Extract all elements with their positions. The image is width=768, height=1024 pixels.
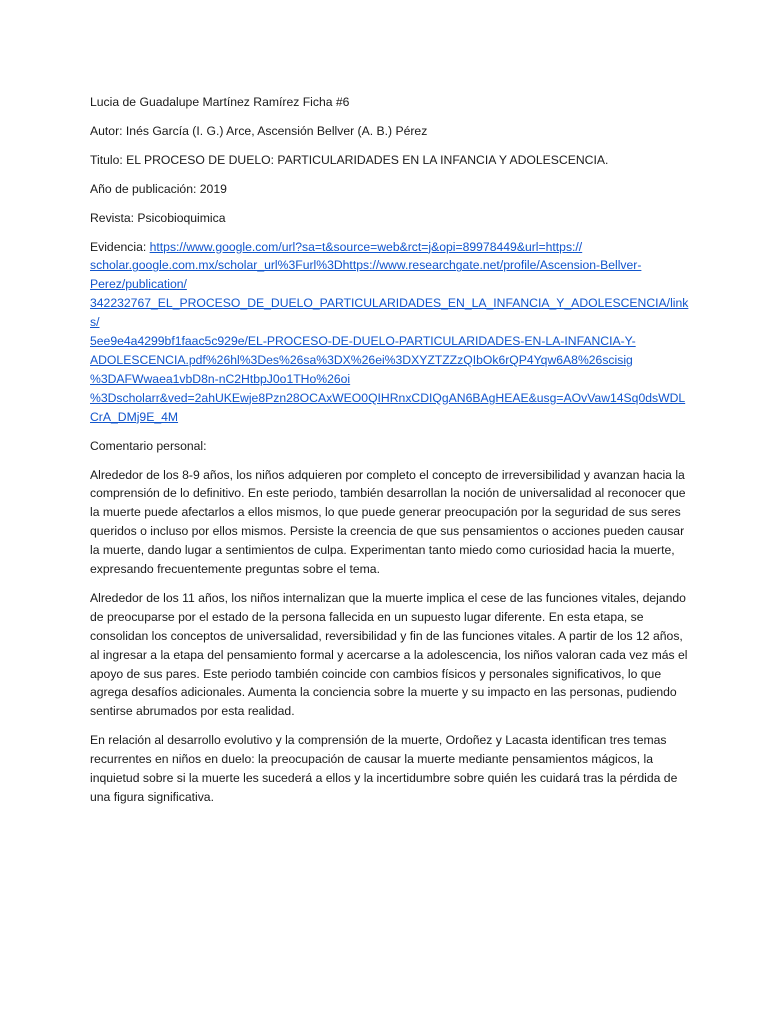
evidence-link-line: CrA_DMj9E_4M [90, 409, 179, 424]
evidence-label: Evidencia: [90, 239, 150, 254]
evidence-link-line: 5ee9e4a4299bf1faac5c929e/EL-PROCESO-DE-DUELO-PARTICULARIDADES-EN-LA-INFANCIA-Y- [90, 334, 636, 349]
author-line: Autor: Inés García (I. G.) Arce, Ascensión Bellver (A. B.) Pérez [90, 123, 428, 138]
evidence-link-line: ADOLESCENCIA.pdf%26hl%3Des%26sa%3DX%26ei%3DXYZTZZzQIbOk6rQP4Yqw6A8%26scisig [90, 352, 633, 367]
title-line: Titulo: EL PROCESO DE DUELO: PARTICULARIDADES EN LA INFANCIA Y ADOLESCENCIA. [90, 152, 609, 167]
evidence-link-line: https://www.google.com/url?sa=t&source=web&rct=j&opi=89978449&url=https:// [149, 239, 583, 254]
comment-heading: Comentario personal: [90, 438, 207, 453]
comment-paragraph: Alrededor de los 8-9 años, los niños adquieren por completo el concepto de irreversibilidad y avanzan hacia la comprensión de lo definitivo. En este periodo, también desarrollan la noción de universalidad al reconocer que la muerte puede afectarlos a ellos mismos, lo que puede generar preocupación por la seguridad de sus seres queridos o incluso por ellos mismos. Persiste la creencia de que sus pensamientos o acciones pueden causar la muerte, dando lugar a sentimientos de culpa. Experimentan tanto miedo como curiosidad hacia la muerte, expresando frecuentemente preguntas sobre el tema. [90, 467, 686, 577]
evidence-link-line: scholar.google.com.mx/scholar_url%3Furl%3Dhttps://www.researchgate.net/profile/Ascension-Bellver- [90, 258, 642, 273]
evidence-block [90, 238, 690, 427]
document-page [90, 93, 690, 817]
evidence-link-line: 342232767_EL_PROCESO_DE_DUELO_PARTICULARIDADES_EN_LA_INFANCIA_Y_ADOLESCENCIA/links/ [90, 296, 689, 330]
journal-line: Revista: Psicobioquimica [90, 210, 226, 225]
comment-paragraph: Alrededor de los 11 años, los niños internalizan que la muerte implica el cese de las funciones vitales, dejando de preocuparse por el estado de la persona fallecida en un supuesto lugar diferente. En esta etapa, se consolidan los conceptos de universalidad, reversibilidad y fin de las funciones vitales. A partir de los 12 años, al ingresar a la etapa del pensamiento formal y acercarse a la adolescencia, los niños valoran cada vez más el apoyo de sus pares. Este periodo también coincide con cambios físicos y personales significativos, lo que agrega desafíos adicionales. Aumenta la conciencia sobre la muerte y su impacto en las personas, pudiendo sentirse abrumados por esta realidad. [90, 590, 688, 719]
comment-paragraph: En relación al desarrollo evolutivo y la comprensión de la muerte, Ordoñez y Lacasta identifican tres temas recurrentes en niños en duelo: la preocupación de causar la muerte mediante pensamientos mágicos, la inquietud sobre si la muerte les sucederá a ellos y la incertidumbre sobre quién les cuidará tras la pérdida de una figura significativa. [90, 733, 678, 804]
evidence-link-line: %3DAFWwaea1vbD8n-nC2HtbpJ0o1THo%26oi [90, 371, 351, 386]
evidence-link-line: %3Dscholarr&ved=2ahUKEwje8Pzn28OCAxWEO0QIHRnxCDIQgAN6BAgHEAE&usg=AOvVaw14Sq0dsWDL [90, 390, 686, 405]
evidence-link[interactable] [90, 240, 690, 427]
year-line: Año de publicación: 2019 [90, 181, 227, 196]
student-line: Lucia de Guadalupe Martínez Ramírez Ficha #6 [90, 95, 350, 109]
evidence-link-line: Perez/publication/ [90, 277, 187, 292]
